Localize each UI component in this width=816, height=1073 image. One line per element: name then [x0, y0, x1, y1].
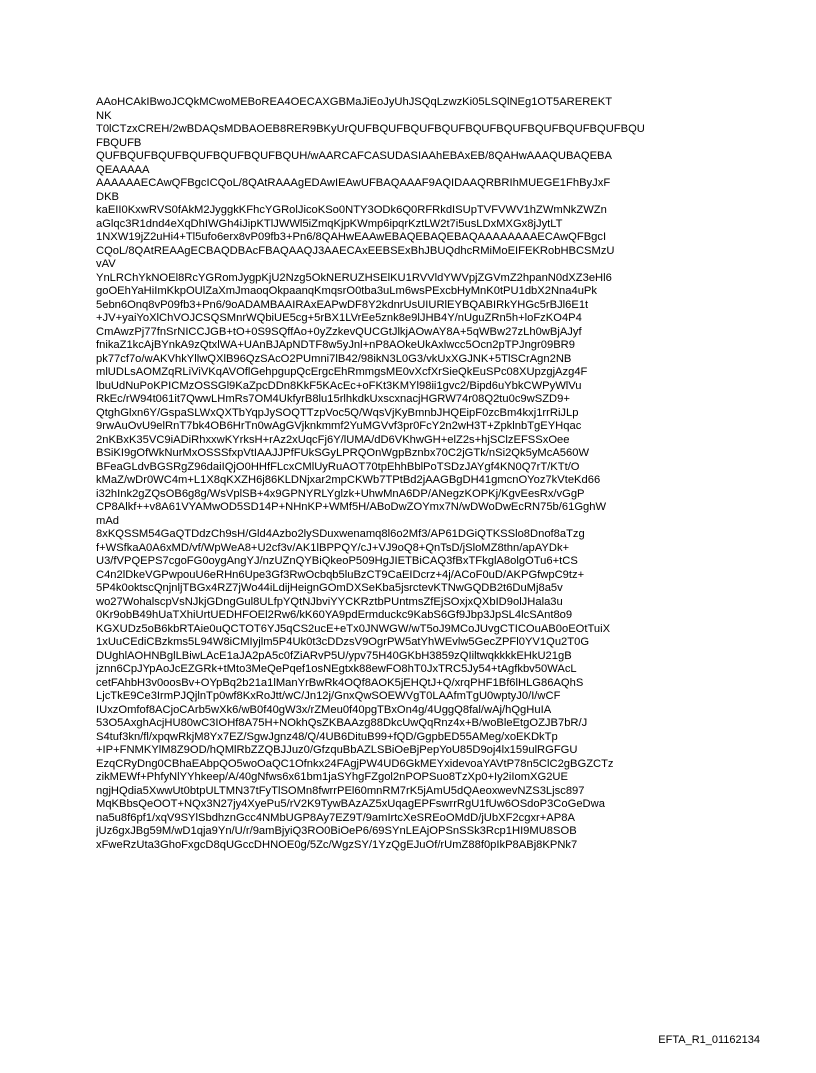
text-line: DUghlAOHNBglLBiwLAcE1aJA2pA5c0fZiARvP5U/ypv75H40GKbH3859zQIiltwqkkkkEHkU21gB — [96, 649, 572, 662]
text-line: fnikaZ1kcAjBYnkA9zQtxlWA+UAnBJApNDTF8w5yJnl+nP8AOkeUkAxlwcc5Ocn2pTPJngr09BR9 — [96, 339, 575, 351]
encoded-text-block — [96, 96, 718, 852]
text-line: AAoHCAkIBwoJCQkMCwoMEBoREA4OECAXGBMaJiEoJyUhJSQqLzwzKi05LSQlNEg1OT5AREREKT — [96, 96, 613, 108]
text-line: f+WSfkaA0A6xMD/vf/WpWeA8+U2cf3v/AK1lBPPQY/cJ+VJ9oQ8+QnTsD/jSloMZ8thn/apAYDk+ — [96, 541, 570, 554]
text-line: i32hInk2gZQsOB6g8g/WsVplSB+4x9GPNYRLYglzk+UhwMnA6DP/ANegzKOPKj/KgvEesRx/vGgP — [96, 487, 585, 500]
text-line: U3/fVPQEPS7cgoFG0oygAngYJ/nzUZnQYBiQkeoP509HgJIETBiCAQ3fBxTFkglA8olgOTu6+tCS — [96, 555, 578, 567]
text-line: AAAAAAECAwQFBgcICQoL/8QAtRAAAgEDAwIEAwUFBAQAAAF9AQIDAAQRBRIhMUEGE1FhByJxF — [96, 177, 611, 189]
text-line: IUxzOmfof8ACjoCArb5wXk6/wB0f40gW3x/rZMeu0f40pgTBxOn4g/4UggQ8fal/wAj/hQgHuIA — [96, 703, 552, 716]
text-line: wo27WohalscpVsNJkjGDngGul8ULfpYQtNJbviYYCKRztbPUntmsZfEjSOxjxQXbID9olJHala3u — [96, 595, 563, 608]
text-line: 5P4k0oktscQnjnljTBGx4RZ7jWo44iLdijHeignGOmDXSeKba5jsrctevKTNwGQDB2t6DuMj8a5v — [96, 582, 563, 594]
text-line: 0Kr9obB49hUaTXhiUrtUEDHFOEl2Rw6/kK60YA9pdErmduckc9KabS6Gf9Jbp3JpSL4lcSAnt8o9 — [96, 609, 573, 621]
text-line: NK — [96, 109, 112, 122]
text-line: CP8Alkf++v8A61VYAMwOD5SD14P+NHnKP+WMf5H/ABoDwZOYmx7N/wDWoDwEcRN75b/61GghW — [96, 501, 607, 513]
text-line: kMaZ/wDr0WC4m+L1X8qKXZH6j86KLDNjxar2mpCKWb7TPtBd2jAAGBgDH41gmcnOYoz7kVteKd66 — [96, 474, 601, 486]
text-line: mAd — [96, 514, 120, 527]
text-line: pk77cf7o/wAKVhkYllwQXlB96QzSAcO2PUmni7lB42/98ikN3L0G3/vkUxXGJNK+5TlSCrAgn2NB — [96, 352, 572, 365]
text-line: FBQUFB — [96, 136, 142, 149]
text-line: 1NXW19jZ2uHi4+Tl5ufo6erx8vP09fb3+Pn6/8QAHwEAAwEBAQEBAQEBAQAAAAAAAAECAwQFBgcI — [96, 231, 607, 243]
text-line: vAV — [96, 258, 116, 270]
text-line: 2nKBxK35VC9iADiRhxxwKYrksH+rAz2xUqcFj6Y/lUMA/dD6VKhwGH+elZ2s+hjSClzEFSSxOee — [96, 433, 570, 446]
text-line: KGXUDz5oB6kbRTAie0uQCTOT6YJ5qCS2ucE+eTx0JNWGW/wT5oJ9MCoJUvgCTICOuAB0oEOtTuiX — [96, 622, 611, 635]
text-line: 1xUuCEdiCBzkms5L94W8iCMIyjlm5P4Uk0t3cDDzsV9OgrPW5atYhWEvlw5GecZPFl0YV1Qu2T0G — [96, 636, 590, 648]
text-line: ngjHQdia5XwwUt0btpULTMN37tFyTlSOMn8fwrrPEl60mnRM7rK5jAmU5dQAeoxwevNZS3Ljsc897 — [96, 784, 585, 797]
text-line: 8xKQSSM54GaQTDdzCh9sH/Gld4Azbo2lySDuxwenamq8l6o2Mf3/AP61DGiQTKSSlo8Dnof8aTzg — [96, 528, 585, 540]
text-line: +JV+yaiYoXlChVOJCSQSMnrWQbiUE5cg+5rBX1LVrEe5znk8e9lJHB4Y/nUguZRn5h+loFzKO4P4 — [96, 312, 582, 324]
text-line: na5u8f6pf1/xqV9SYlSbdhznGcc4NMbUGP8Ay7EZ9T/9amIrtcXeSREoOMdD/jUbXF2cgxr+AP8A — [96, 811, 575, 824]
text-line: QEAAAAA — [96, 163, 150, 176]
text-line: 5ebn6Onq8vP09fb3+Pn6/9oADAMBAAIRAxEAPwDF8Y2kdnrUsUIURlEYBQABIRkYHGc5rBJl6E1t — [96, 298, 589, 311]
text-line: QtghGlxn6Y/GspaSLWxQXTbYqpJySOQTTzpVoc5Q/WqsVjKyBmnbJHQEipF0zcBm4kxj1rrRiJLp — [96, 406, 579, 419]
text-line: BSiKI9gOfWkNurMxOSSSfxpVtIAAJJPfFUkSGyLPRQOnWgpBznbx70C2jGTk/nSi2Qk5yMcA560W — [96, 447, 590, 459]
text-line: +IP+FNMKYlM8Z9OD/hQMlRbZZQBJJuz0/GfzquBbAZLSBiOeBjPepYoU85D9oj4lx159ulRGFGU — [96, 744, 578, 756]
text-line: C4n2lDkeVGPwpouU6eRHn6Upe3Gf3RwOcbqb5luBzCT9CaEIDcrz+4j/ACoF0uD/AKPGfwpC9tz+ — [96, 568, 585, 581]
text-line: 53O5AxghAcjHU80wC3IOHf8A75H+NOkhQsZKBAAzg88DkcUwQqRnz4x+B/woBleEtgOZJB7bR/J — [96, 717, 588, 729]
text-line: EzqCRyDng0CBhaEAbpQO5woOaQC1Ofnkx24FAgjPW4UD6GkMEYxidevoaYAVtP78n5ClC2gBGZCTz — [96, 757, 614, 770]
text-line: YnLRChYkNOEl8RcYGRomJygpKjU2Nzg5OkNERUZHSElKU1RVVldYWVpjZGVmZ2hpanN0dXZ3eHl6 — [96, 271, 612, 284]
text-line: cetFAhbH3v0oosBv+OYpBq2b21a1lManYrBwRk4OQf8AOK5jEHQtJ+Q/xrqPHF1Bf6lHLG86AQhS — [96, 676, 584, 689]
text-line: QUFBQUFBQUFBQUFBQUFBQUFBQUH/wAARCAFCASUDASIAAhEBAxEB/8QAHwAAAQUBAQEBA — [96, 150, 612, 162]
text-line: aGlqc3R1dnd4eXqDhIWGh4iJipKTlJWWl5iZmqKjpKWmp6ipqrKztLW2t7i5usLDxMXGx8jJytLT — [96, 217, 563, 230]
text-line: xFweRzUta3GhoFxgcD8qUGccDHNOE0g/5Zc/WgzSY/1YzQgEJuOf/rUmZ88f0pIkP8ABj8KPNk7 — [96, 838, 578, 851]
text-line: lbuUdNuPoKPICMzOSSGl9KaZpcDDn8KkF5KAcEc+oFKt3KMYl98ii1gvc2/Bipd6uYbkCWPyWlVu — [96, 379, 582, 392]
text-line: 9rwAuOvU9elRnT7bk4OB6HrTn0wAgGVjknkmmf2YuMGVvf3pr0FcY2n2wH3T+ZpklnbTgEYHqac — [96, 420, 582, 432]
text-line: T0lCTzxCREH/2wBDAQsMDBAOEB8RER9BKyUrQUFBQUFBQUFBQUFBQUFBQUFBQUFBQUFBQUFBQU — [96, 123, 645, 135]
text-line: MqKBbsQeOOT+NQx3N27jy4XyePu5/rV2K9TywBAzAZ5xUqagEPFswrrRgU1fUw6OSdoP3CoGeDwa — [96, 798, 605, 810]
text-line: DKB — [96, 190, 120, 203]
text-line: CQoL/8QAtREAAgECBAQDBAcFBAQAAQJ3AAECAxEEBSExBhJBUQdhcRMiMoEIFEKRobHBCSMzU — [96, 244, 615, 257]
text-line: kaEII0KxwRVS0fAkM2JyggkKFhcYGRolJicoKSo0NTY3ODk6Q0RFRkdISUpTVFVWV1hZWmNkZWZn — [96, 204, 607, 216]
document-footer-code: EFTA_R1_01162134 — [658, 1034, 760, 1046]
text-line: LjcTkE9Ce3IrmPJQjlnTp0wf8KxRoJtt/wC/Jn12j/GnxQwSOEWVgT0LAAfmTgU0wptyJ0/I/wCF — [96, 690, 561, 702]
text-line: CmAwzPj77fnSrNICCJGB+tO+0S9SQffAo+0yZzkevQUCGtJlkjAOwAY8A+5qWBw27zLh0wBjAJyf — [96, 325, 582, 338]
text-line: goOEhYaHiImKkpOUlZaXmJmaoqOkpaanqKmqsrO0tba3uLm6wsPExcbHyMnK0tPU1dbX2Nna4uPk — [96, 285, 597, 297]
text-line: zikMEWf+PhfyNlYYhkeep/A/40gNfws6x61bm1jaSYhgFZgol2nPOPSuo8TzXp0+Iy2iIomXG2UE — [96, 771, 568, 783]
text-line: mlUDLsAOMZqRLiViVKqAVOflGehpgupQcErgcEhRmmgsME0vXcfXrSieQkEuSPc08XUpzgjAzg4F — [96, 366, 588, 378]
text-line: BFeaGLdvBGSRgZ96daiIQjO0HHfFLcxCMlUyRuAOT70tpEhhBblPoTSDzJAYgf4KN0Q7rT/KTt/O — [96, 460, 580, 473]
text-line: RkEc/rW94t061it7QwwLHmRs7OM4UkfyrB8lu15rlhkdkUxscxnacjHGRW74r08Q2tu0c9wSZD9+ — [96, 393, 570, 405]
text-line: jUz6gxJBg59M/wD1qja9Yn/U/r/9amBjyiQ3RO0BiOeP6/69SYnLEAjOPSnSSk3Rcp1HI9MU8SOB — [96, 825, 577, 837]
text-line: S4tuf3kn/fl/xpqwRkjM8Yx7EZ/SgwJgnz48/Q/4UB6DituB99+fQD/GgpbED55AMeg/xoEKDkTp — [96, 730, 558, 743]
text-line: jznn6CpJYpAoJcEZGRk+tMto3MeQePqef1osNEgtxk88ewFO8hT0JxTRC5Jy54+tAgfkbv50WAcL — [96, 663, 577, 675]
